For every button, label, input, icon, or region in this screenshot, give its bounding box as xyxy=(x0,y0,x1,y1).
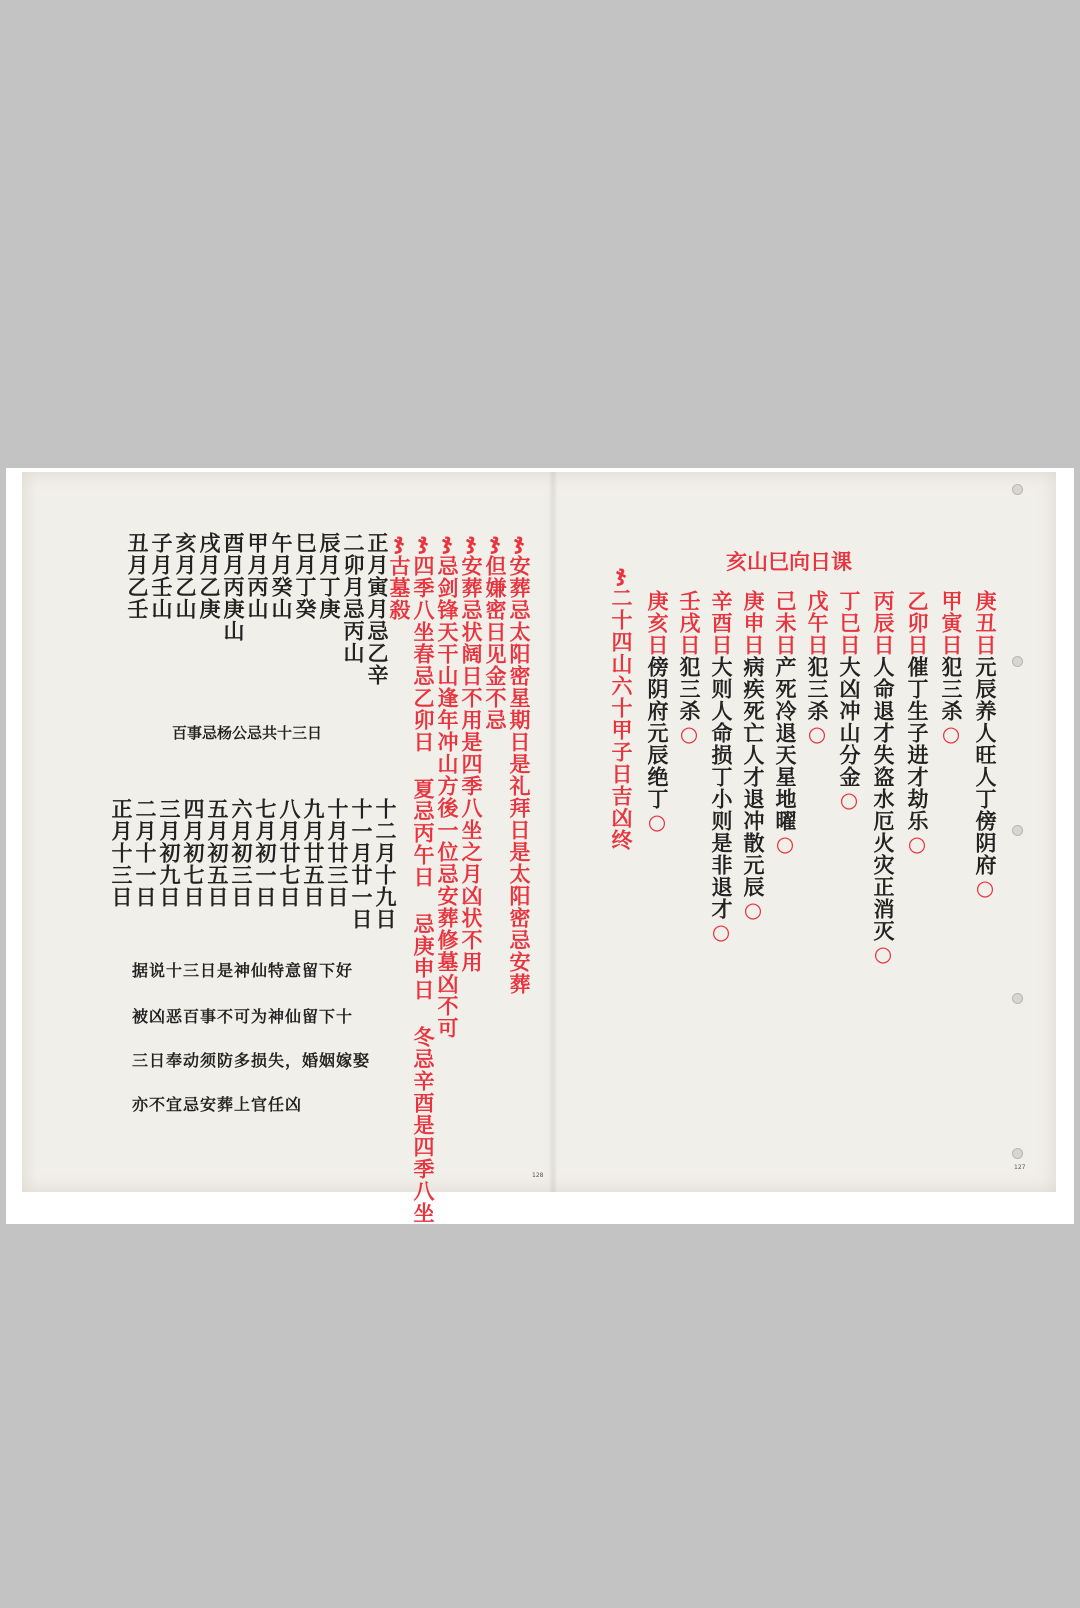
month-column: 正月寅月忌乙辛 xyxy=(365,532,389,686)
day-text: 大凶冲山分金 xyxy=(837,656,861,788)
day-text: 产死冷退天星地曜 xyxy=(773,656,797,832)
binding-hole xyxy=(1012,1148,1023,1159)
day-entry xyxy=(972,590,998,901)
day-label: 丙辰日 xyxy=(871,590,895,656)
day-label: 丁巳日 xyxy=(837,590,861,656)
red-rule-column: ჯ安葬忌状阔日不用是四季八坐之月凶状不用 xyxy=(459,530,483,973)
date-column: 十月廿三日 xyxy=(325,798,349,908)
end-circle: ○ xyxy=(871,942,895,967)
month-column: 甲月丙山 xyxy=(245,532,269,620)
month-column: 戌月乙庚 xyxy=(197,532,221,620)
end-circle: ○ xyxy=(939,722,963,747)
page-number: 127 xyxy=(1014,1164,1026,1171)
red-rule-column: ჯ四季八坐春忌乙卯日 夏忌丙午日 忌庚申日 冬忌辛酉是四季八坐 xyxy=(411,530,435,1224)
day-text: 犯三杀 xyxy=(805,656,829,722)
date-column: 五月初五日 xyxy=(205,798,229,908)
left-subtitle: 百事忌杨公忌共十三日 xyxy=(172,724,323,742)
month-column: 午月癸山 xyxy=(269,532,293,620)
month-column: 辰月丁庚 xyxy=(317,532,341,620)
note-line: 三日奉动须防多损失，婚姻嫁娶 xyxy=(132,1051,371,1070)
end-circle: ○ xyxy=(973,876,997,901)
page-number: 128 xyxy=(532,1172,544,1179)
date-column: 十一月廿一日 xyxy=(349,798,373,930)
closing-column: ჯ二十四山六十甲子日吉凶终 xyxy=(609,562,633,851)
day-text: 傍阴府元辰绝丁 xyxy=(645,656,669,810)
day-text: 催丁生子进才劫乐 xyxy=(905,656,929,832)
date-column: 六月初三日 xyxy=(229,798,253,908)
day-entry xyxy=(836,590,862,813)
red-rule-column: ჯ但嫌密日见金不忌 xyxy=(483,530,507,731)
end-circle: ○ xyxy=(741,898,765,923)
day-label: 己未日 xyxy=(773,590,797,656)
date-column: 正月十三日 xyxy=(109,798,133,908)
day-entry xyxy=(772,590,798,857)
red-rule-column: ჯ忌剑锋天干山逢年冲山方後一位忌安葬修墓凶不可 xyxy=(435,530,459,1039)
day-entry xyxy=(740,590,766,923)
red-rule-column: ჯ安葬忌太阳密星期日是礼拜日是太阳密忌安葬 xyxy=(507,530,531,995)
month-column: 酉月丙庚山 xyxy=(221,532,245,642)
date-column: 十二月十九日 xyxy=(373,798,397,930)
note-line: 据说十三日是神仙特意留下好 xyxy=(132,961,354,980)
date-column: 八月廿七日 xyxy=(277,798,301,908)
month-column: 亥月乙山 xyxy=(173,532,197,620)
day-entry xyxy=(708,590,734,945)
binding-hole xyxy=(1012,484,1023,495)
right-title: 亥山巳向日课 xyxy=(726,550,852,574)
day-label: 乙卯日 xyxy=(905,590,929,656)
day-label: 辛酉日 xyxy=(709,590,733,656)
note-line: 被凶恶百事不可为神仙留下十 xyxy=(132,1007,354,1026)
day-label: 戊午日 xyxy=(805,590,829,656)
end-circle: ○ xyxy=(905,832,929,857)
day-text: 元辰养人旺人丁傍阴府 xyxy=(973,656,997,876)
month-column: 二卯月忌丙山 xyxy=(341,532,365,664)
day-text: 大则人命损丁小则是非退才 xyxy=(709,656,733,920)
day-label: 庚亥日 xyxy=(645,590,669,656)
day-text: 犯三杀 xyxy=(939,656,963,722)
day-text: 人命退才失盗水厄火灾正消灭 xyxy=(871,656,895,942)
date-column: 二月十一日 xyxy=(133,798,157,908)
day-text: 犯三杀 xyxy=(677,656,701,722)
end-circle: ○ xyxy=(805,722,829,747)
end-circle: ○ xyxy=(773,832,797,857)
red-rule-column: ჯ古墓殺 xyxy=(387,530,411,621)
day-entry xyxy=(904,590,930,857)
date-column: 三月初九日 xyxy=(157,798,181,908)
day-entry xyxy=(644,590,670,835)
end-circle: ○ xyxy=(677,722,701,747)
day-label: 甲寅日 xyxy=(939,590,963,656)
page-fold xyxy=(548,472,558,1192)
month-column: 子月壬山 xyxy=(149,532,173,620)
month-column: 巳月丁癸 xyxy=(293,532,317,620)
day-entry xyxy=(676,590,702,747)
day-entry xyxy=(938,590,964,747)
day-entry xyxy=(870,590,896,967)
binding-hole xyxy=(1012,993,1023,1004)
end-circle: ○ xyxy=(709,920,733,945)
binding-hole xyxy=(1012,656,1023,667)
day-label: 庚申日 xyxy=(741,590,765,656)
note-line: 亦不宜忌安葬上官任凶 xyxy=(132,1095,303,1114)
binding-hole xyxy=(1012,825,1023,836)
date-column: 七月初一日 xyxy=(253,798,277,908)
day-label: 壬戌日 xyxy=(677,590,701,656)
day-entry xyxy=(804,590,830,747)
end-circle: ○ xyxy=(645,810,669,835)
date-column: 九月廿五日 xyxy=(301,798,325,908)
month-column: 丑月乙壬 xyxy=(125,532,149,620)
end-circle: ○ xyxy=(837,788,861,813)
date-column: 四月初七日 xyxy=(181,798,205,908)
day-text: 病疾死亡人才退冲散元辰 xyxy=(741,656,765,898)
day-label: 庚丑日 xyxy=(973,590,997,656)
